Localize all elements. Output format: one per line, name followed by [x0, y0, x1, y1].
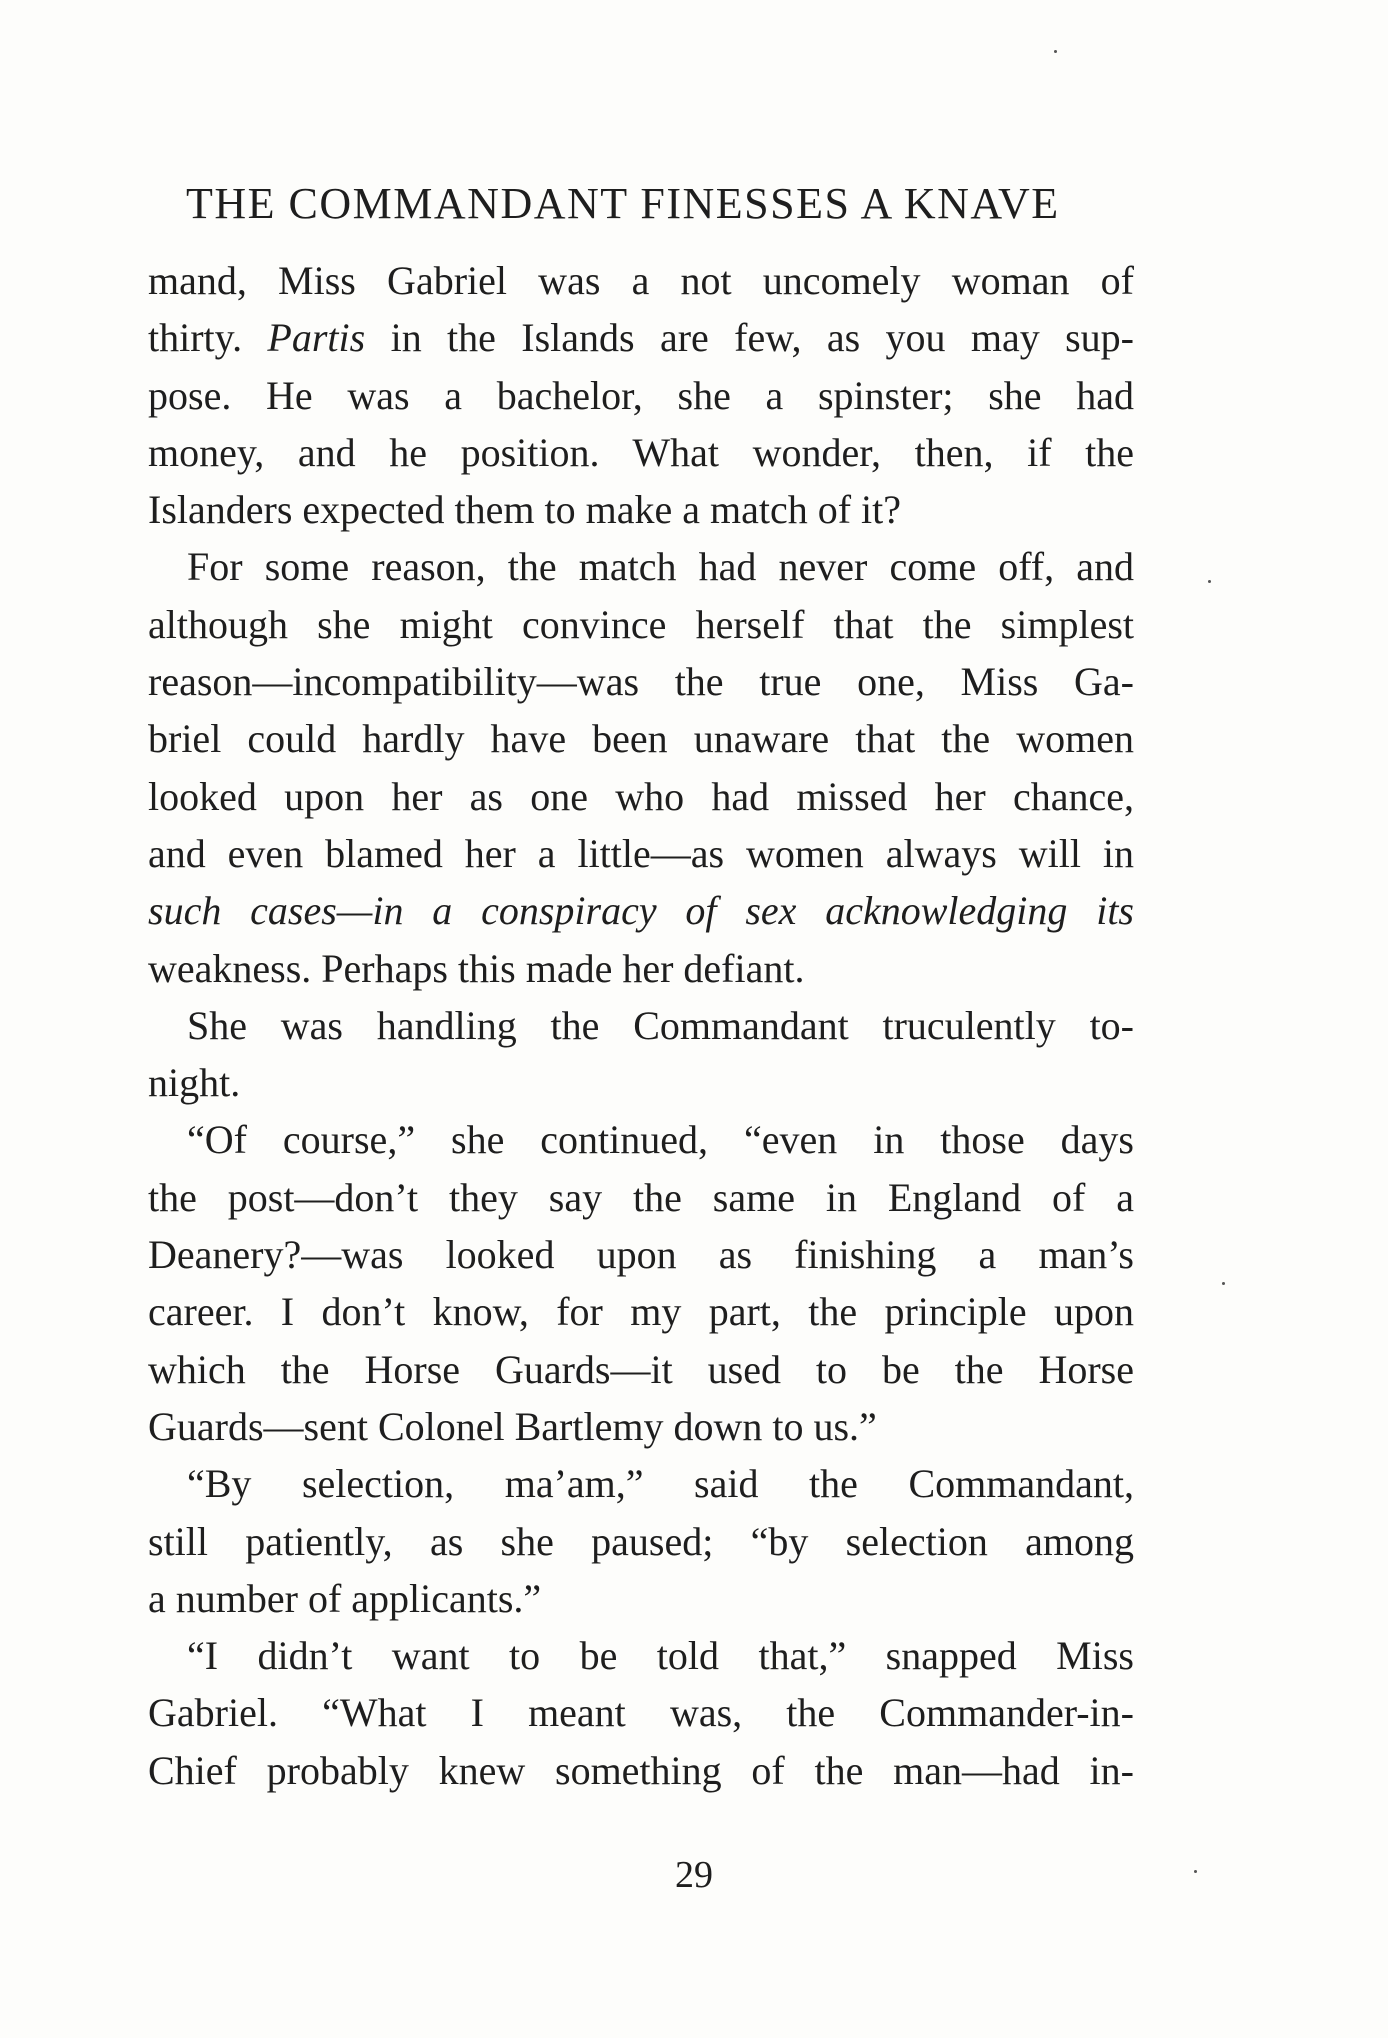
text-fragment: a number of applicants.” [148, 1575, 542, 1621]
text-line [148, 1570, 1134, 1627]
text-fragment: in the Islands are few, as you may sup- [365, 315, 1134, 361]
text-fragment: Islanders expected them to make a match of it? [148, 487, 902, 533]
text-fragment: “Of course,” she continued, “even in those days [187, 1117, 1134, 1163]
text-line [148, 367, 1134, 424]
text-line [148, 1398, 1134, 1455]
text-line [148, 710, 1134, 767]
text-fragment: although she might convince herself that the simplest [148, 601, 1134, 647]
text-line [148, 538, 1134, 595]
running-head: THE COMMANDANT FINESSES A KNAVE [186, 179, 1060, 228]
text-fragment: weakness. Perhaps this made her defiant. [148, 945, 805, 991]
paper-speck [1054, 50, 1057, 53]
text-line [148, 825, 1134, 882]
text-fragment: Gabriel. “What I meant was, the Commander-in- [148, 1690, 1134, 1736]
italic-fragment: such cases—in a conspiracy of sex acknowledging its [148, 888, 1134, 934]
text-line [148, 1513, 1134, 1570]
text-line [148, 596, 1134, 653]
text-line [148, 653, 1134, 710]
text-line [148, 1742, 1134, 1799]
text-fragment: pose. He was a bachelor, she a spinster; she had [148, 372, 1134, 418]
text-fragment: Chief probably knew something of the man—had in- [148, 1747, 1134, 1793]
text-line [148, 1054, 1134, 1111]
text-fragment: Deanery?—was looked upon as finishing a man’s [148, 1232, 1134, 1278]
text-fragment: She was handling the Commandant truculently to- [187, 1002, 1134, 1048]
text-line [148, 1627, 1134, 1684]
text-fragment: For some reason, the match had never come off, and [187, 544, 1134, 590]
text-line [148, 252, 1134, 309]
paper-speck [1208, 580, 1211, 583]
body-text [148, 252, 1134, 1799]
text-fragment: money, and he position. What wonder, then, if the [148, 429, 1134, 475]
text-fragment: briel could hardly have been unaware that the women [148, 716, 1134, 762]
text-fragment: Guards—sent Colonel Bartlemy down to us.” [148, 1403, 877, 1449]
text-line [148, 1455, 1134, 1512]
text-line [148, 1684, 1134, 1741]
text-fragment: looked upon her as one who had missed her chance, [148, 773, 1134, 819]
text-fragment: still patiently, as she paused; “by selection among [148, 1518, 1134, 1564]
paper-speck [1194, 1870, 1197, 1873]
text-line [148, 940, 1134, 997]
text-fragment: night. [148, 1060, 241, 1106]
text-line [148, 1169, 1134, 1226]
italic-fragment: Partis [267, 315, 366, 361]
text-line [148, 424, 1134, 481]
text-line [148, 481, 1134, 538]
text-line [148, 309, 1134, 366]
text-fragment: “I didn’t want to be told that,” snapped Miss [187, 1633, 1134, 1679]
text-fragment: career. I don’t know, for my part, the principle upon [148, 1289, 1134, 1335]
text-line [148, 1226, 1134, 1283]
text-fragment: reason—incompatibility—was the true one, Miss Ga- [148, 659, 1134, 705]
text-line [148, 1111, 1134, 1168]
text-fragment: thirty. [148, 315, 268, 361]
text-fragment: “By selection, ma’am,” said the Commandant, [187, 1461, 1134, 1507]
text-line [148, 882, 1134, 939]
text-fragment: the post—don’t they say the same in England of a [148, 1174, 1134, 1220]
text-fragment: which the Horse Guards—it used to be the Horse [148, 1346, 1134, 1392]
paper-speck [1222, 1282, 1225, 1285]
text-line [148, 768, 1134, 825]
text-line [148, 997, 1134, 1054]
text-line [148, 1341, 1134, 1398]
text-fragment: mand, Miss Gabriel was a not uncomely woman of [148, 258, 1134, 303]
text-line [148, 1283, 1134, 1340]
text-fragment: and even blamed her a little—as women always will in [148, 830, 1134, 876]
page-number: 29 [675, 1854, 713, 1896]
